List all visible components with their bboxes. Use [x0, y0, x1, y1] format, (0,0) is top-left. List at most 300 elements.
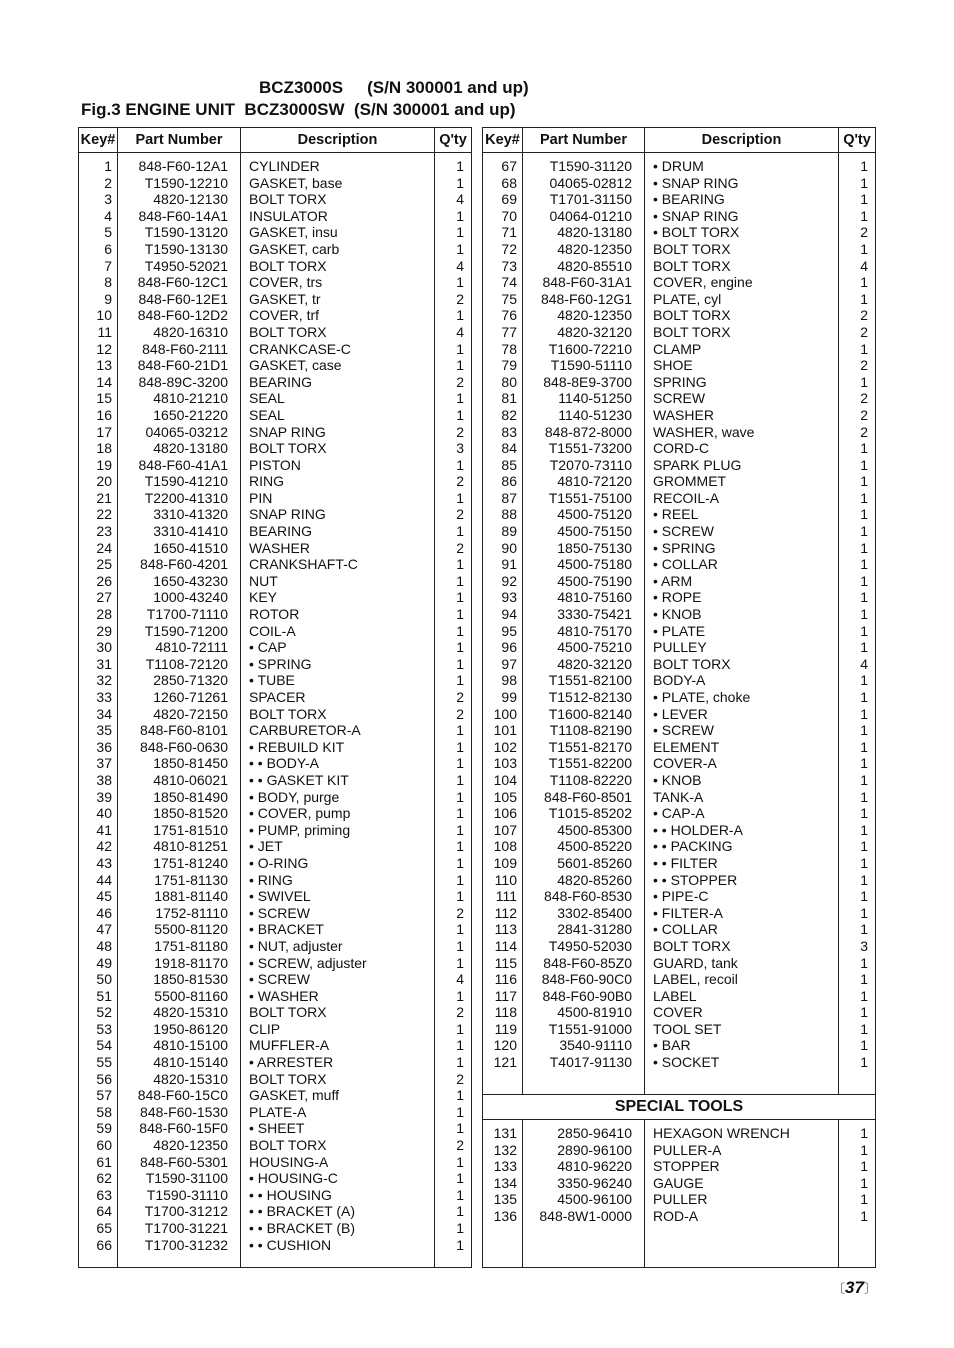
- cell-key: 101: [493, 722, 517, 739]
- cell-qty: 1: [456, 556, 464, 573]
- cell-part-number: 848-F60-12E1: [138, 290, 228, 307]
- cell-part-number: 848-F60-21D1: [137, 357, 228, 374]
- cell-part-number: 4810-75160: [557, 589, 632, 606]
- cell-key: 31: [96, 655, 112, 672]
- cell-description: • BRACKET: [249, 921, 324, 938]
- cell-key: 41: [96, 821, 112, 838]
- cell-description: WASHER: [653, 406, 714, 423]
- cell-qty: 2: [456, 1070, 464, 1087]
- cell-description: • O-RING: [249, 854, 309, 871]
- cell-part-number: 4820-72150: [153, 705, 228, 722]
- cell-description: • SCREW: [653, 523, 714, 540]
- cell-key: 90: [501, 539, 517, 556]
- cell-description: BOLT TORX: [249, 705, 327, 722]
- description-column: [645, 153, 839, 1095]
- qty-column: [839, 1120, 876, 1268]
- cell-description: GAUGE: [653, 1174, 704, 1191]
- cell-key: 6: [104, 240, 112, 257]
- cell-key: 20: [96, 473, 112, 490]
- part-number-column: [523, 153, 645, 1095]
- cell-key: 111: [495, 888, 517, 905]
- cell-description: STOPPER: [653, 1158, 720, 1175]
- cell-part-number: 5500-81120: [154, 921, 228, 938]
- cell-description: TANK-A: [653, 788, 704, 805]
- cell-description: • HOUSING-C: [249, 1170, 338, 1187]
- cell-key: 39: [96, 788, 112, 805]
- cell-part-number: T1512-82130: [548, 689, 632, 705]
- cell-description: LABEL, recoil: [653, 971, 738, 988]
- cell-key: 100: [493, 705, 517, 722]
- cell-key: 17: [96, 423, 112, 440]
- cell-qty: 1: [456, 572, 464, 589]
- cell-key: 118: [494, 1004, 517, 1021]
- cell-description: TOOL SET: [653, 1020, 722, 1037]
- cell-part-number: 4810-15100: [153, 1037, 228, 1054]
- cell-part-number: 3350-96240: [557, 1174, 632, 1191]
- model-heading-2: [81, 100, 516, 120]
- cell-part-number: 4500-85220: [557, 838, 632, 855]
- cell-description: • SWIVEL: [249, 888, 311, 905]
- cell-description: • RING: [249, 871, 293, 888]
- cell-part-number: 4820-12350: [557, 307, 632, 324]
- cell-key: 28: [96, 606, 112, 623]
- cell-part-number: T1108-72120: [145, 655, 228, 672]
- cell-description: • REBUILD KIT: [249, 738, 345, 755]
- cell-qty: 2: [456, 473, 464, 490]
- cell-qty: 1: [456, 921, 464, 938]
- cell-description: • DRUM: [653, 158, 704, 174]
- col-header-key: Key#: [483, 128, 523, 153]
- cell-part-number: 1850-81530: [153, 971, 228, 988]
- cell-description: • ARM: [653, 572, 693, 589]
- cell-description: • • BODY-A: [249, 755, 319, 772]
- cell-part-number: T1700-31232: [144, 1236, 228, 1253]
- cell-qty: 1: [860, 290, 868, 307]
- cell-part-number: T1700-31221: [144, 1220, 228, 1236]
- cell-key: 42: [96, 838, 112, 855]
- cell-qty: 2: [860, 423, 868, 440]
- cell-key: 52: [96, 1004, 112, 1021]
- parts-table-left: [78, 127, 472, 1268]
- cell-description: BEARING: [249, 523, 313, 540]
- page-bracket-open: 〔: [832, 1281, 846, 1296]
- cell-qty: 1: [860, 489, 868, 506]
- cell-key: 2: [104, 174, 112, 191]
- cell-key: 15: [96, 390, 112, 407]
- cell-key: 120: [493, 1037, 517, 1054]
- cell-key: 102: [493, 738, 517, 755]
- cell-key: 33: [96, 689, 112, 705]
- cell-key: 116: [494, 971, 517, 988]
- cell-description: • COLLAR: [653, 556, 718, 573]
- model-name-1: BCZ3000S: [259, 78, 344, 97]
- cell-qty: 1: [860, 207, 868, 224]
- cell-description: PULLEY: [653, 639, 707, 656]
- cell-qty: 1: [456, 1203, 464, 1220]
- cell-key: 95: [501, 622, 517, 639]
- cell-qty: 2: [456, 1004, 464, 1021]
- cell-qty: 1: [860, 174, 868, 191]
- cell-key: 18: [96, 440, 112, 457]
- cell-part-number: 848-F60-8101: [140, 722, 228, 739]
- cell-key: 77: [501, 323, 517, 340]
- cell-qty: 1: [860, 1191, 868, 1208]
- cell-qty: 1: [860, 1207, 868, 1224]
- cell-part-number: 4500-75150: [557, 523, 632, 540]
- cell-description: • SCREW, adjuster: [249, 954, 367, 971]
- cell-description: COVER, trs: [249, 274, 323, 291]
- cell-qty: 1: [456, 838, 464, 855]
- qty-column: [839, 153, 876, 1095]
- cell-key: 132: [493, 1141, 517, 1158]
- cell-description: BOLT TORX: [249, 1137, 327, 1154]
- cell-part-number: 4820-15310: [153, 1004, 228, 1021]
- cell-qty: 1: [456, 1186, 464, 1203]
- cell-part-number: 1650-41510: [153, 539, 228, 556]
- col-header-description: Description: [645, 128, 839, 153]
- cell-part-number: T1551-82170: [548, 738, 632, 755]
- cell-part-number: 4810-96220: [557, 1158, 632, 1175]
- cell-description: • BAR: [653, 1037, 691, 1054]
- cell-description: BOLT TORX: [653, 257, 731, 274]
- cell-qty: 2: [456, 373, 464, 390]
- cell-qty: 1: [860, 191, 868, 208]
- cell-qty: 1: [860, 987, 868, 1004]
- cell-key: 103: [493, 755, 517, 772]
- cell-key: 83: [501, 423, 517, 440]
- cell-key: 114: [494, 937, 517, 954]
- cell-key: 79: [501, 357, 517, 374]
- cell-description: • BEARING: [653, 191, 725, 208]
- cell-part-number: 848-F60-0630: [140, 738, 228, 755]
- cell-key: 32: [96, 672, 112, 689]
- cell-description: BOLT TORX: [249, 440, 327, 457]
- cell-key: 16: [96, 406, 112, 423]
- part-number-column: [523, 1120, 645, 1268]
- cell-key: 19: [96, 456, 112, 473]
- cell-key: 93: [501, 589, 517, 606]
- cell-description: • • STOPPER: [653, 871, 738, 888]
- cell-key: 78: [501, 340, 517, 357]
- cell-description: • JET: [249, 838, 283, 855]
- cell-qty: 1: [860, 1125, 868, 1141]
- cell-qty: 1: [456, 1170, 464, 1187]
- cell-key: 65: [96, 1220, 112, 1236]
- cell-key: 71: [501, 224, 517, 241]
- cell-description: • SCREW: [249, 904, 310, 921]
- cell-description: • SCREW: [653, 722, 714, 739]
- cell-key: 107: [493, 821, 517, 838]
- cell-part-number: 1751-81510: [153, 821, 228, 838]
- cell-key: 47: [96, 921, 112, 938]
- cell-part-number: 848-F60-31A1: [542, 274, 632, 291]
- key-column: [483, 1120, 523, 1268]
- cell-qty: 2: [860, 390, 868, 407]
- cell-description: BOLT TORX: [653, 323, 731, 340]
- cell-key: 63: [96, 1186, 112, 1203]
- cell-qty: 1: [456, 523, 464, 540]
- cell-key: 92: [501, 572, 517, 589]
- cell-part-number: 4820-12350: [557, 240, 632, 257]
- cell-qty: 2: [456, 705, 464, 722]
- cell-part-number: 1881-81140: [154, 888, 228, 905]
- cell-description: • REEL: [653, 506, 699, 523]
- cell-part-number: T1551-73200: [548, 440, 632, 457]
- serial-range-2: (S/N 300001 and up): [354, 100, 516, 119]
- cell-description: • KNOB: [653, 606, 702, 623]
- cell-key: 43: [96, 854, 112, 871]
- cell-part-number: T1700-31212: [144, 1203, 228, 1220]
- cell-description: • NUT, adjuster: [249, 937, 343, 954]
- cell-description: PISTON: [249, 456, 301, 473]
- cell-key: 115: [494, 954, 517, 971]
- cell-part-number: T1590-41210: [144, 473, 228, 490]
- cell-key: 22: [96, 506, 112, 523]
- cell-qty: 1: [456, 456, 464, 473]
- cell-qty: 2: [860, 307, 868, 324]
- cell-part-number: 5500-81160: [154, 987, 228, 1004]
- cell-description: GASKET, tr: [249, 290, 321, 307]
- cell-qty: 1: [860, 788, 868, 805]
- cell-qty: 1: [456, 1120, 464, 1137]
- cell-qty: 1: [860, 1054, 868, 1071]
- cell-description: SEAL: [249, 406, 285, 423]
- cell-description: SEAL: [249, 390, 285, 407]
- cell-description: HOUSING-A: [249, 1153, 329, 1170]
- cell-description: LABEL: [653, 987, 697, 1004]
- qty-column: [435, 153, 472, 1268]
- cell-key: 25: [96, 556, 112, 573]
- cell-qty: 1: [456, 340, 464, 357]
- key-column: [79, 153, 118, 1268]
- cell-part-number: 848-F60-8530: [544, 888, 632, 905]
- cell-qty: 1: [456, 937, 464, 954]
- cell-part-number: 4820-13180: [153, 440, 228, 457]
- key-column: [483, 153, 523, 1095]
- cell-part-number: 4810-72111: [155, 639, 228, 656]
- cell-part-number: 4820-85260: [557, 871, 632, 888]
- cell-key: 36: [96, 738, 112, 755]
- cell-key: 85: [501, 456, 517, 473]
- cell-qty: 1: [860, 340, 868, 357]
- cell-qty: 1: [456, 274, 464, 291]
- cell-qty: 1: [860, 921, 868, 938]
- cell-part-number: 1140-51230: [558, 406, 632, 423]
- cell-part-number: T4950-52030: [548, 937, 632, 954]
- page-bracket-close: 〕: [863, 1281, 877, 1296]
- cell-key: 60: [96, 1137, 112, 1154]
- cell-qty: 1: [860, 1020, 868, 1037]
- cell-qty: 1: [456, 357, 464, 374]
- cell-description: • COLLAR: [653, 921, 718, 938]
- cell-part-number: 4500-75180: [557, 556, 632, 573]
- cell-key: 51: [96, 987, 112, 1004]
- cell-key: 87: [501, 489, 517, 506]
- cell-qty: 1: [860, 838, 868, 855]
- cell-key: 57: [96, 1087, 112, 1104]
- cell-qty: 2: [456, 423, 464, 440]
- cell-description: WASHER, wave: [653, 423, 755, 440]
- cell-part-number: 2890-96100: [557, 1141, 632, 1158]
- cell-key: 136: [493, 1207, 517, 1224]
- cell-description: • • HOUSING: [249, 1186, 332, 1203]
- cell-qty: 1: [860, 672, 868, 689]
- cell-qty: 1: [456, 489, 464, 506]
- cell-qty: 2: [456, 689, 464, 705]
- cell-key: 59: [96, 1120, 112, 1137]
- cell-key: 72: [501, 240, 517, 257]
- cell-part-number: 04064-01210: [549, 207, 632, 224]
- cell-description: BOLT TORX: [653, 937, 731, 954]
- cell-description: BOLT TORX: [249, 1004, 327, 1021]
- cell-part-number: 848-F60-12D2: [137, 307, 228, 324]
- cell-description: • • FILTER: [653, 854, 718, 871]
- cell-description: • BODY, purge: [249, 788, 340, 805]
- cell-qty: 1: [456, 771, 464, 788]
- cell-qty: 1: [456, 406, 464, 423]
- cell-key: 84: [501, 440, 517, 457]
- cell-part-number: 4500-75190: [557, 572, 632, 589]
- cell-key: 12: [96, 340, 112, 357]
- cell-description: COVER-A: [653, 755, 717, 772]
- model-name-2: BCZ3000SW: [244, 100, 345, 119]
- cell-qty: 1: [860, 888, 868, 905]
- cell-key: 94: [501, 606, 517, 623]
- cell-description: MUFFLER-A: [249, 1037, 330, 1054]
- cell-description: • SPRING: [653, 539, 716, 556]
- cell-key: 91: [501, 556, 517, 573]
- cell-part-number: T1700-71110: [146, 606, 228, 623]
- description-column: [645, 1120, 839, 1268]
- cell-key: 73: [501, 257, 517, 274]
- cell-key: 13: [96, 357, 112, 374]
- cell-part-number: 848-F60-12A1: [138, 158, 228, 174]
- cell-description: • SNAP RING: [653, 174, 739, 191]
- cell-qty: 1: [456, 871, 464, 888]
- cell-description: BOLT TORX: [653, 307, 731, 324]
- cell-qty: 1: [860, 705, 868, 722]
- description-column: [241, 153, 435, 1268]
- cell-description: SNAP RING: [249, 506, 326, 523]
- cell-qty: 1: [456, 1054, 464, 1071]
- cell-description: • • CUSHION: [249, 1236, 332, 1253]
- cell-description: • FILTER-A: [653, 904, 723, 921]
- cell-key: 80: [501, 373, 517, 390]
- cell-part-number: 04065-03212: [145, 423, 228, 440]
- cell-part-number: T1590-51110: [550, 357, 632, 374]
- cell-part-number: 3540-91110: [559, 1037, 632, 1054]
- cell-part-number: 848-F60-12G1: [540, 290, 632, 307]
- cell-key: 23: [96, 523, 112, 540]
- cell-qty: 1: [860, 871, 868, 888]
- cell-key: 99: [501, 689, 517, 705]
- cell-key: 66: [96, 1236, 112, 1253]
- cell-key: 35: [96, 722, 112, 739]
- cell-qty: 1: [456, 1103, 464, 1120]
- col-header-qty: Q'ty: [435, 128, 472, 153]
- cell-part-number: 4810-21210: [153, 390, 228, 407]
- cell-qty: 1: [456, 821, 464, 838]
- cell-key: 9: [104, 290, 112, 307]
- cell-key: 119: [494, 1020, 517, 1037]
- cell-key: 5: [104, 224, 112, 241]
- cell-part-number: 848-F60-2111: [142, 340, 228, 357]
- cell-key: 7: [104, 257, 112, 274]
- cell-part-number: T1590-71200: [144, 622, 228, 639]
- cell-qty: 1: [860, 589, 868, 606]
- cell-part-number: 848-F60-90B0: [542, 987, 632, 1004]
- cell-part-number: 2850-96410: [557, 1125, 632, 1141]
- cell-qty: 1: [456, 738, 464, 755]
- cell-key: 38: [96, 771, 112, 788]
- cell-qty: 1: [456, 1087, 464, 1104]
- cell-key: 109: [493, 854, 517, 871]
- cell-part-number: 1140-51250: [558, 390, 632, 407]
- cell-key: 134: [493, 1174, 517, 1191]
- part-number-column: [118, 153, 241, 1268]
- cell-key: 44: [96, 871, 112, 888]
- cell-key: 108: [493, 838, 517, 855]
- cell-qty: 1: [456, 1037, 464, 1054]
- cell-qty: 4: [456, 971, 464, 988]
- cell-description: GASKET, insu: [249, 224, 338, 241]
- cell-part-number: T2200-41310: [144, 489, 228, 506]
- cell-description: CYLINDER: [249, 158, 320, 174]
- cell-part-number: T1551-91000: [548, 1020, 632, 1037]
- cell-part-number: 3330-75421: [557, 606, 632, 623]
- cell-description: • PLATE: [653, 622, 706, 639]
- cell-qty: 1: [860, 572, 868, 589]
- cell-description: • SPRING: [249, 655, 312, 672]
- cell-key: 89: [501, 523, 517, 540]
- cell-part-number: 4810-72120: [557, 473, 632, 490]
- cell-part-number: 848-F60-5301: [140, 1153, 228, 1170]
- cell-description: • SNAP RING: [653, 207, 739, 224]
- cell-description: SPRING: [653, 373, 707, 390]
- cell-qty: 3: [456, 440, 464, 457]
- cell-key: 117: [494, 987, 517, 1004]
- cell-description: COVER: [653, 1004, 703, 1021]
- cell-description: COVER, trf: [249, 307, 320, 324]
- cell-key: 70: [501, 207, 517, 224]
- cell-description: • LEVER: [653, 705, 708, 722]
- cell-part-number: 848-89C-3200: [138, 373, 228, 390]
- cell-qty: 1: [456, 158, 464, 174]
- cell-key: 98: [501, 672, 517, 689]
- cell-key: 56: [96, 1070, 112, 1087]
- cell-key: 3: [104, 191, 112, 208]
- cell-qty: 1: [860, 821, 868, 838]
- cell-key: 64: [96, 1203, 112, 1220]
- cell-qty: 1: [860, 1004, 868, 1021]
- cell-qty: 1: [456, 854, 464, 871]
- cell-qty: 1: [456, 1020, 464, 1037]
- cell-qty: 4: [456, 323, 464, 340]
- cell-part-number: T1590-31120: [549, 158, 632, 174]
- cell-qty: 1: [456, 722, 464, 739]
- cell-description: PLATE, cyl: [653, 290, 722, 307]
- cell-qty: 1: [860, 240, 868, 257]
- cell-description: • PUMP, priming: [249, 821, 351, 838]
- cell-qty: 1: [456, 390, 464, 407]
- cell-part-number: T1590-13120: [144, 224, 228, 241]
- cell-key: 104: [493, 771, 517, 788]
- cell-part-number: 848-872-8000: [544, 423, 632, 440]
- cell-part-number: 4820-12130: [153, 191, 228, 208]
- cell-part-number: 848-F60-8501: [544, 788, 632, 805]
- cell-key: 26: [96, 572, 112, 589]
- cell-description: PULLER: [653, 1191, 708, 1208]
